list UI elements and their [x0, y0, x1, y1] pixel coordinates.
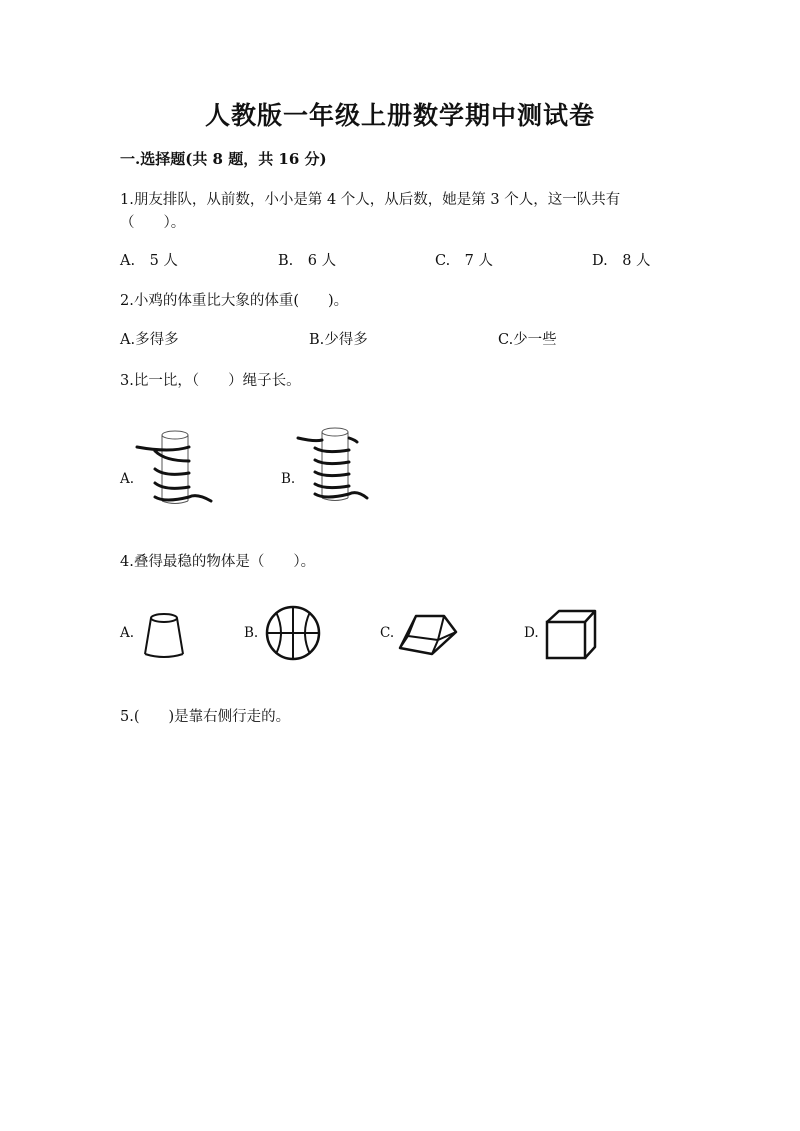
question-3-option-b[interactable]: B. [281, 471, 296, 487]
question-4-text: 4.叠得最稳的物体是（ ）。 [120, 554, 316, 570]
question-4-option-d[interactable]: D. [524, 625, 539, 641]
cup-icon [140, 610, 188, 662]
question-1-line-1: 1.朋友排队，从前数，小小是第 4 个人，从后数，她是第 3 个人，这一队共有 [120, 192, 621, 208]
rope-wrapped-post-icon [295, 422, 375, 507]
basketball-icon [264, 604, 322, 662]
question-2-option-c[interactable]: C.少一些 [498, 332, 557, 348]
page-title: 人教版一年级上册数学期中测试卷 [204, 101, 595, 130]
question-2-option-b[interactable]: B.少得多 [309, 332, 368, 348]
question-2-option-a[interactable]: A.多得多 [120, 332, 179, 348]
question-1-option-d[interactable]: D. 8 人 [592, 253, 651, 269]
question-1-option-c[interactable]: C. 7 人 [435, 253, 494, 269]
trapezoid-block-icon [396, 610, 462, 662]
question-1-line-2: （ ）。 [120, 215, 186, 231]
question-2-text: 2.小鸡的体重比大象的体重( )。 [120, 293, 349, 309]
question-4-option-a[interactable]: A. [120, 625, 135, 641]
cube-icon [543, 608, 599, 662]
question-1-option-b[interactable]: B. 6 人 [278, 253, 337, 269]
section-heading: 一.选择题(共 8 题，共 16 分) [120, 150, 327, 168]
question-3-option-a[interactable]: A. [120, 471, 135, 487]
question-4-option-b[interactable]: B. [244, 625, 259, 641]
question-1-option-a[interactable]: A. 5 人 [120, 253, 178, 269]
question-5-text: 5.( )是靠右侧行走的。 [120, 709, 291, 725]
question-4-option-c[interactable]: C. [380, 625, 395, 641]
question-3-text: 3.比一比，（ ）绳子长。 [120, 373, 301, 389]
rope-wrapped-post-icon [135, 425, 215, 510]
